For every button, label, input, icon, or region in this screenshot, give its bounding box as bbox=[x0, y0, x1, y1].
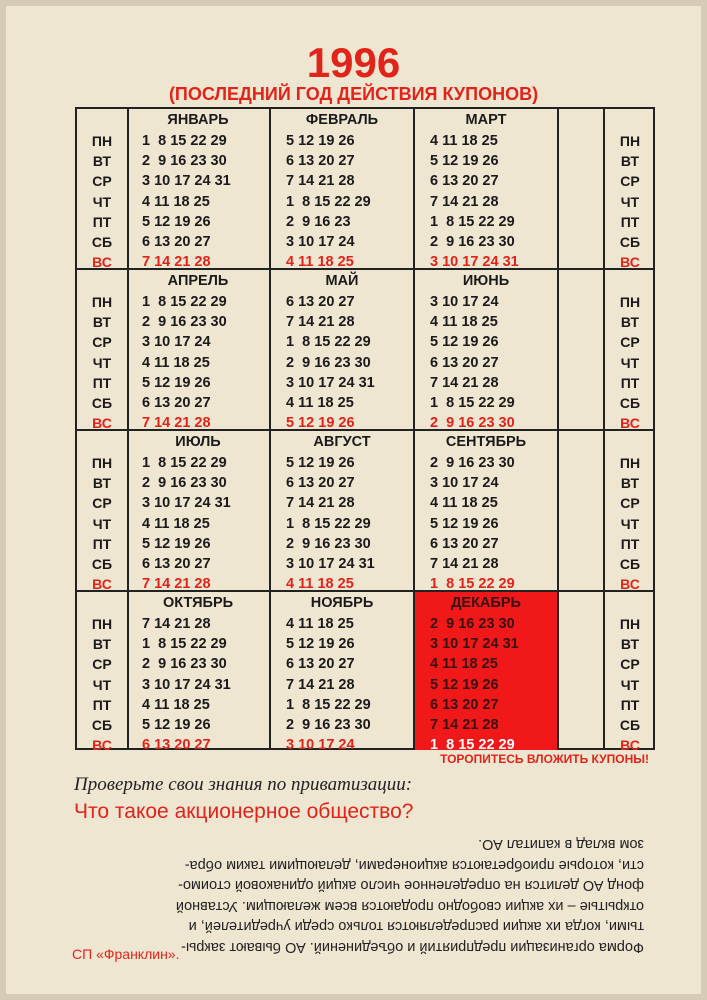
day-row: 7 14 21 28 bbox=[426, 374, 499, 391]
weekday-label: СБ bbox=[619, 555, 641, 572]
day-row: 7 14 21 28 bbox=[282, 314, 355, 331]
day-row: 1 8 15 22 29 bbox=[426, 576, 515, 593]
day-row: 2 9 16 23 30 bbox=[282, 535, 371, 552]
month-block bbox=[415, 109, 557, 271]
day-row: 2 9 16 23 30 bbox=[138, 656, 227, 673]
month-block bbox=[271, 109, 413, 271]
weekday-label: ПТ bbox=[620, 696, 640, 713]
day-row: 1 8 15 22 29 bbox=[138, 636, 227, 653]
day-row: 3 10 17 24 31 bbox=[138, 173, 231, 190]
calendar-subtitle: (ПОСЛЕДНИЙ ГОД ДЕЙСТВИЯ КУПОНОВ) bbox=[168, 84, 539, 104]
day-row: 3 10 17 24 bbox=[138, 334, 211, 351]
day-row: 3 10 17 24 31 bbox=[138, 676, 231, 693]
weekday-label: ПТ bbox=[620, 535, 640, 552]
weekday-labels-right bbox=[605, 614, 655, 755]
day-row: 2 9 16 23 30 bbox=[282, 354, 371, 371]
day-row: 4 11 18 25 bbox=[426, 314, 498, 331]
weekday-label: ВТ bbox=[92, 636, 112, 653]
day-row: 6 13 20 27 bbox=[426, 354, 499, 371]
day-row: 7 14 21 28 bbox=[138, 254, 211, 271]
day-row: 5 12 19 26 bbox=[138, 213, 211, 230]
day-row: 6 13 20 27 bbox=[138, 233, 211, 250]
day-row: 3 10 17 24 bbox=[426, 475, 499, 492]
weekday-label: СР bbox=[92, 173, 112, 190]
weekday-label: ВС bbox=[92, 576, 112, 593]
weekday-label: ВС bbox=[92, 415, 112, 432]
weekday-label: СБ bbox=[619, 233, 641, 250]
weekday-label: СБ bbox=[91, 716, 113, 733]
day-row: 5 12 19 26 bbox=[282, 636, 355, 653]
day-row: 6 13 20 27 bbox=[426, 173, 499, 190]
day-row: 3 10 17 24 bbox=[282, 233, 355, 250]
day-row: 2 9 16 23 30 bbox=[426, 415, 515, 432]
weekday-label: СР bbox=[92, 495, 112, 512]
month-block bbox=[271, 592, 413, 754]
month-block bbox=[271, 431, 413, 593]
weekday-label: СР bbox=[620, 334, 640, 351]
weekday-labels-left bbox=[77, 131, 127, 272]
month-name: АВГУСТ bbox=[313, 434, 371, 450]
month-name: МАРТ bbox=[465, 112, 507, 128]
day-row: 3 10 17 24 bbox=[426, 294, 499, 310]
weekday-label: СБ bbox=[91, 555, 113, 572]
weekday-label: СР bbox=[92, 656, 112, 673]
day-row: 3 10 17 24 31 bbox=[426, 636, 519, 653]
day-row: 1 8 15 22 29 bbox=[282, 696, 371, 713]
weekday-label: ВТ bbox=[92, 314, 112, 331]
weekday-label: ЧТ bbox=[92, 676, 112, 693]
weekday-labels-left bbox=[77, 614, 127, 755]
day-row: 4 11 18 25 bbox=[138, 696, 210, 713]
weekday-label: ЧТ bbox=[620, 676, 640, 693]
weekday-label: ПН bbox=[91, 455, 113, 471]
day-row: 6 13 20 27 bbox=[282, 294, 355, 310]
weekday-label: ВТ bbox=[92, 475, 112, 492]
weekday-label: ВС bbox=[620, 737, 640, 754]
answer-line: сти, которые приобретаются акционерами, делающими таким обра- bbox=[184, 857, 644, 873]
weekday-label: ПН bbox=[91, 616, 113, 632]
quiz-intro: Проверьте свои знания по приватизации: bbox=[74, 774, 413, 795]
day-row: 7 14 21 28 bbox=[426, 716, 499, 733]
weekday-label: ЧТ bbox=[92, 515, 112, 532]
month-name: НОЯБРЬ bbox=[310, 595, 374, 611]
weekday-label: ПТ bbox=[620, 213, 640, 230]
day-row: 7 14 21 28 bbox=[282, 495, 355, 512]
day-row: 2 9 16 23 30 bbox=[426, 455, 515, 471]
weekday-label: ВТ bbox=[620, 475, 640, 492]
weekday-labels-right bbox=[605, 131, 655, 272]
weekday-label: ЧТ bbox=[620, 354, 640, 371]
weekday-label: ВТ bbox=[620, 153, 640, 170]
publisher-name: СП «Франклин». bbox=[72, 946, 180, 962]
weekday-label: СР bbox=[92, 334, 112, 351]
weekday-label: ПТ bbox=[92, 535, 112, 552]
weekday-label: ВС bbox=[620, 254, 640, 271]
weekday-label: СБ bbox=[619, 716, 641, 733]
day-row: 4 11 18 25 bbox=[138, 193, 210, 210]
day-row: 5 12 19 26 bbox=[426, 153, 499, 170]
day-row: 4 11 18 25 bbox=[282, 576, 354, 593]
day-row: 7 14 21 28 bbox=[426, 193, 499, 210]
month-name: АПРЕЛЬ bbox=[167, 273, 229, 289]
weekday-label: СБ bbox=[91, 233, 113, 250]
weekday-label: ЧТ bbox=[620, 193, 640, 210]
day-row: 5 12 19 26 bbox=[426, 676, 499, 693]
weekday-label: СР bbox=[620, 173, 640, 190]
weekday-label: ВС bbox=[92, 737, 112, 754]
day-row: 7 14 21 28 bbox=[138, 415, 211, 432]
month-block bbox=[127, 109, 269, 271]
month-name: СЕНТЯБРЬ bbox=[445, 434, 527, 450]
month-name: ДЕКАБРЬ bbox=[451, 595, 521, 611]
month-block bbox=[415, 431, 557, 593]
weekday-label: ПТ bbox=[92, 374, 112, 391]
day-row: 1 8 15 22 29 bbox=[426, 213, 515, 230]
day-row: 7 14 21 28 bbox=[138, 576, 211, 593]
month-name: ИЮНЬ bbox=[462, 273, 510, 289]
answer-line: Форма организации предприятий и объединений. АО бывают закры- bbox=[181, 939, 644, 955]
weekday-label: ЧТ bbox=[92, 193, 112, 210]
day-row: 3 10 17 24 31 bbox=[282, 555, 375, 572]
day-row: 5 12 19 26 bbox=[138, 716, 211, 733]
day-row: 7 14 21 28 bbox=[426, 555, 499, 572]
weekday-label: ПТ bbox=[92, 213, 112, 230]
day-row: 4 11 18 25 bbox=[282, 394, 354, 411]
weekday-label: ВТ bbox=[620, 314, 640, 331]
day-row: 4 11 18 25 bbox=[138, 515, 210, 532]
weekday-label: ПН bbox=[91, 294, 113, 310]
weekday-label: ВС bbox=[620, 576, 640, 593]
month-block bbox=[271, 270, 413, 432]
day-row: 7 14 21 28 bbox=[282, 173, 355, 190]
weekday-label: ВС bbox=[620, 415, 640, 432]
answer-line: фонд АО делится на определенное число акций одинаковой стоимо- bbox=[178, 877, 644, 894]
day-row: 6 13 20 27 bbox=[426, 535, 499, 552]
day-row: 2 9 16 23 30 bbox=[138, 475, 227, 492]
day-row: 2 9 16 23 30 bbox=[138, 314, 227, 331]
weekday-label: СР bbox=[620, 495, 640, 512]
day-row: 6 13 20 27 bbox=[426, 696, 499, 713]
day-row: 6 13 20 27 bbox=[138, 555, 211, 572]
weekday-label: СР bbox=[620, 656, 640, 673]
weekday-label: СБ bbox=[91, 394, 113, 411]
day-row: 6 13 20 27 bbox=[138, 394, 211, 411]
day-row: 7 14 21 28 bbox=[138, 616, 211, 632]
weekday-label: ЧТ bbox=[92, 354, 112, 371]
day-row: 4 11 18 25 bbox=[282, 254, 354, 271]
day-row: 5 12 19 26 bbox=[138, 535, 211, 552]
quiz-answer-upside-down bbox=[64, 834, 644, 957]
weekday-labels-right bbox=[605, 453, 655, 594]
day-row: 5 12 19 26 bbox=[282, 415, 355, 432]
day-row: 4 11 18 25 bbox=[138, 354, 210, 371]
answer-line: открытые – их акции свободно продаются всем желающим. Уставной bbox=[175, 898, 644, 914]
day-row: 2 9 16 23 bbox=[282, 213, 351, 230]
day-row: 4 11 18 25 bbox=[426, 656, 498, 673]
weekday-labels-right bbox=[605, 292, 655, 433]
day-row: 3 10 17 24 31 bbox=[426, 254, 519, 271]
weekday-label: ВТ bbox=[620, 636, 640, 653]
weekday-labels-left bbox=[77, 453, 127, 594]
month-block bbox=[127, 592, 269, 754]
answer-line: зом вклад в капитал АО. bbox=[478, 836, 644, 853]
weekday-label: ПТ bbox=[92, 696, 112, 713]
day-row: 2 9 16 23 30 bbox=[426, 233, 515, 250]
day-row: 6 13 20 27 bbox=[282, 475, 355, 492]
day-row: 4 11 18 25 bbox=[426, 133, 498, 149]
weekday-label: ВС bbox=[92, 254, 112, 271]
day-row: 1 8 15 22 29 bbox=[138, 133, 227, 149]
day-row: 2 9 16 23 30 bbox=[426, 616, 515, 632]
day-row: 1 8 15 22 29 bbox=[282, 334, 371, 351]
weekday-label: ПН bbox=[619, 455, 641, 471]
weekday-label: ПН bbox=[619, 616, 641, 632]
calendar-grid bbox=[75, 107, 655, 754]
day-row: 7 14 21 28 bbox=[282, 676, 355, 693]
day-row: 1 8 15 22 29 bbox=[138, 455, 227, 471]
day-row: 5 12 19 26 bbox=[282, 133, 355, 149]
weekday-label: ПН bbox=[619, 294, 641, 310]
weekday-label: ПТ bbox=[620, 374, 640, 391]
day-row: 1 8 15 22 29 bbox=[282, 193, 371, 210]
hurry-slogan: ТОРОПИТЕСЬ ВЛОЖИТЬ КУПОНЫ! bbox=[440, 752, 649, 766]
month-name: ОКТЯБРЬ bbox=[162, 595, 234, 611]
day-row: 1 8 15 22 29 bbox=[426, 737, 515, 754]
day-row: 3 10 17 24 bbox=[282, 737, 355, 754]
quiz-question: Что такое акционерное общество? bbox=[74, 800, 414, 823]
day-row: 3 10 17 24 31 bbox=[138, 495, 231, 512]
weekday-label: СБ bbox=[619, 394, 641, 411]
day-row: 4 11 18 25 bbox=[282, 616, 354, 632]
day-row: 1 8 15 22 29 bbox=[282, 515, 371, 532]
weekday-label: ЧТ bbox=[620, 515, 640, 532]
day-row: 1 8 15 22 29 bbox=[426, 394, 515, 411]
month-name: ФЕВРАЛЬ bbox=[305, 112, 379, 128]
weekday-label: ВТ bbox=[92, 153, 112, 170]
day-row: 5 12 19 26 bbox=[426, 334, 499, 351]
month-block bbox=[415, 270, 557, 432]
month-block bbox=[127, 431, 269, 593]
day-row: 5 12 19 26 bbox=[138, 374, 211, 391]
weekday-label: ПН bbox=[619, 133, 641, 149]
month-name: ИЮЛЬ bbox=[175, 434, 221, 450]
day-row: 5 12 19 26 bbox=[426, 515, 499, 532]
day-row: 6 13 20 27 bbox=[282, 656, 355, 673]
answer-line: тыми, когда их акции распределяются только среди учредителей, и bbox=[188, 918, 644, 935]
day-row: 6 13 20 27 bbox=[138, 737, 211, 754]
calendar-year: 1996 bbox=[306, 39, 401, 86]
weekday-label: ПН bbox=[91, 133, 113, 149]
day-row: 2 9 16 23 30 bbox=[138, 153, 227, 170]
day-row: 2 9 16 23 30 bbox=[282, 716, 371, 733]
month-name: ЯНВАРЬ bbox=[167, 112, 229, 128]
month-block bbox=[415, 592, 557, 754]
month-name: МАЙ bbox=[325, 273, 359, 289]
day-row: 6 13 20 27 bbox=[282, 153, 355, 170]
day-row: 3 10 17 24 31 bbox=[282, 374, 375, 391]
day-row: 4 11 18 25 bbox=[426, 495, 498, 512]
month-block bbox=[127, 270, 269, 432]
day-row: 1 8 15 22 29 bbox=[138, 294, 227, 310]
day-row: 5 12 19 26 bbox=[282, 455, 355, 471]
weekday-labels-left bbox=[77, 292, 127, 433]
